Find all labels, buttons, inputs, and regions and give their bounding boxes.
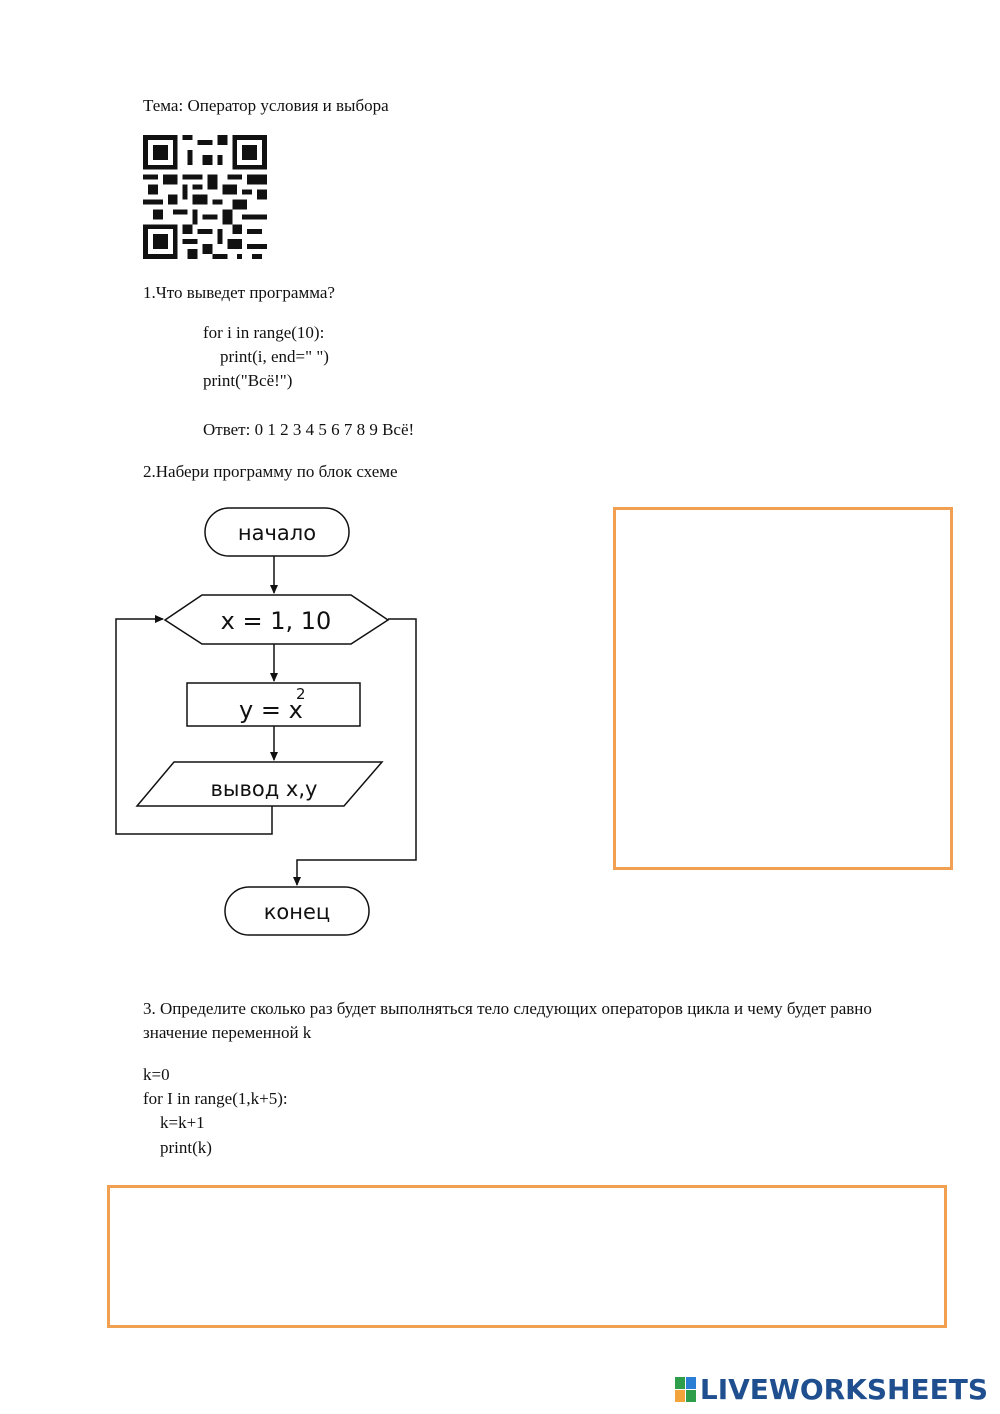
code-line: print(k) <box>143 1138 212 1157</box>
question-1-title: 1.Что выведет программа? <box>143 283 335 302</box>
flowchart-assign-label: y = x <box>239 696 303 724</box>
code-line: k=k+1 <box>143 1113 205 1132</box>
flowchart-start-label: начало <box>237 521 317 545</box>
code-line: print("Всё!") <box>203 371 293 390</box>
topic-title: Тема: Оператор условия и выбора <box>143 96 389 115</box>
code-line: print(i, end=" ") <box>203 347 329 366</box>
answer-box-program[interactable] <box>613 507 953 870</box>
code-line: for i in range(10): <box>203 323 325 342</box>
answer-text: Ответ: 0 1 2 3 4 5 6 7 8 9 Всё! <box>203 420 415 439</box>
code-line: for I in range(1,k+5): <box>143 1089 288 1108</box>
flowchart-output-label: вывод x,y <box>210 777 318 801</box>
question-3-title: 3. Определите сколько раз будет выполняться тело следующих операторов цикла и чему будет равно значение переменной k <box>143 999 872 1042</box>
liveworksheets-logo-icon <box>675 1377 696 1402</box>
flowchart <box>100 500 420 950</box>
qr-code <box>143 135 267 259</box>
brand-name: LIVEWORKSHEETS <box>699 1372 988 1406</box>
flowchart-loop-label: x = 1, 10 <box>220 607 332 635</box>
question-2-title: 2.Набери программу по блок схеме <box>143 462 398 481</box>
answer-box-loop[interactable] <box>107 1185 947 1328</box>
flowchart-end-label: конец <box>263 900 331 924</box>
liveworksheets-brand <box>675 1372 988 1406</box>
flowchart-assign-superscript: 2 <box>296 685 306 703</box>
code-line: k=0 <box>143 1065 170 1084</box>
